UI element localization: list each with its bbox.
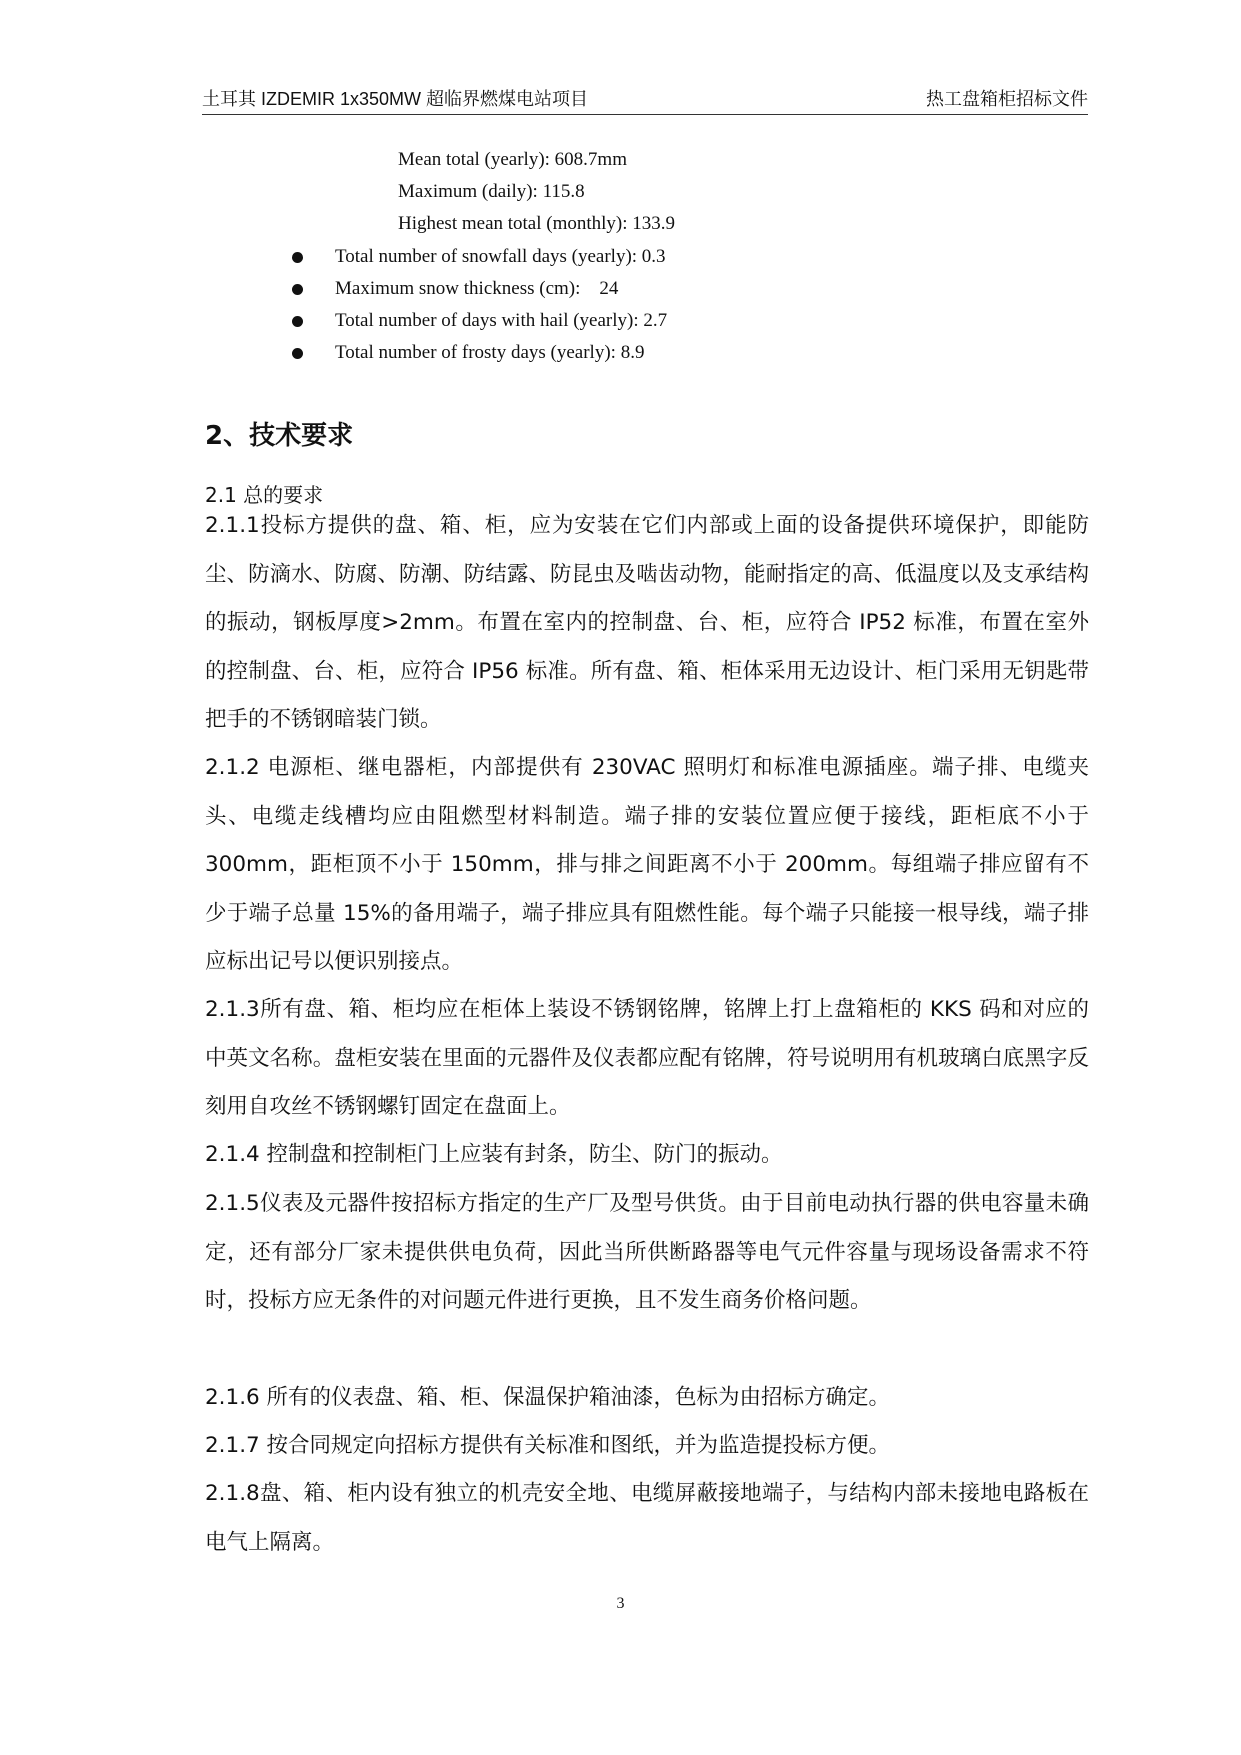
list-item-text: Total number of snowfall days (yearly): 0.3 xyxy=(335,246,666,267)
bullet-icon xyxy=(292,284,303,295)
page-header xyxy=(202,84,1088,115)
bullet-icon xyxy=(292,252,303,263)
bullet-icon xyxy=(292,348,303,359)
list-item-text: Total number of frosty days (yearly): 8.9 xyxy=(335,342,645,363)
section-heading: 2、技术要求 xyxy=(205,421,354,451)
list-item-text: Maximum snow thickness (cm): 24 xyxy=(335,278,619,299)
rainfall-mean-total: Mean total (yearly): 608.7mm xyxy=(398,149,627,170)
rainfall-maximum-daily: Maximum (daily): 115.8 xyxy=(398,181,585,202)
page-number: 3 xyxy=(616,1595,625,1612)
rainfall-highest-monthly: Highest mean total (monthly): 133.9 xyxy=(398,213,676,234)
paragraph-2-1-7: 2.1.7 按合同规定向招标方提供有关标准和图纸，并为监造提投标方便。 xyxy=(205,1433,891,1458)
paragraph-2-1-2: 2.1.2 电源柜、继电器柜，内部提供有 230VAC 照明灯和标准电源插座。端子排、电缆夹头、电缆走线槽均应由阻燃型材料制造。端子排的安装位置应便于接线，距柜底不小于 300mm，距柜顶不小于 150mm，排与排之间距离不小于 200mm。每组端子排应留有不少于端子总量 15%的备用端子，端子排应具有阻燃性能。每个端子只能接一根导线，端子排应标出记号以便识别接点。 xyxy=(205,755,1089,974)
bullet-icon xyxy=(292,316,303,327)
paragraph-2-1-1: 2.1.1投标方提供的盘、箱、柜，应为安装在它们内部或上面的设备提供环境保护，即能防尘、防滴水、防腐、防潮、防结露、防昆虫及啮齿动物，能耐指定的高、低温度以及支承结构的振动，钢板厚度>2mm。布置在室内的控制盘、台、柜，应符合 IP52 标准，布置在室外的控制盘、台、柜，应符合 IP56 标准。所有盘、箱、柜体采用无边设计、柜门采用无钥匙带把手的不锈钢暗装门锁。 xyxy=(205,513,1089,732)
paragraph-2-1-6: 2.1.6 所有的仪表盘、箱、柜、保温保护箱油漆，色标为由招标方确定。 xyxy=(205,1385,891,1410)
paragraph-2-1-5: 2.1.5仪表及元器件按招标方指定的生产厂及型号供货。由于目前电动执行器的供电容量未确定，还有部分厂家未提供供电负荷，因此当所供断路器等电气元件容量与现场设备需求不符时，投标方应无条件的对问题元件进行更换，且不发生商务价格问题。 xyxy=(205,1191,1089,1313)
paragraph-2-1-8: 2.1.8盘、箱、柜内设有独立的机壳安全地、电缆屏蔽接地端子，与结构内部未接地电路板在电气上隔离。 xyxy=(205,1481,1089,1555)
header-document-title: 热工盘箱柜招标文件 xyxy=(926,89,1088,109)
paragraph-2-1-4: 2.1.4 控制盘和控制柜门上应装有封条，防尘、防门的振动。 xyxy=(205,1142,783,1167)
paragraph-2-1-3: 2.1.3所有盘、箱、柜均应在柜体上装设不锈钢铭牌，铭牌上打上盘箱柜的 KKS 码和对应的中英文名称。盘柜安装在里面的元器件及仪表都应配有铭牌，符号说明用有机玻璃白底黑字反刻用自攻丝不锈钢螺钉固定在盘面上。 xyxy=(205,997,1089,1119)
header-project-title: 土耳其 IZDEMIR 1x350MW 超临界燃煤电站项目 xyxy=(202,89,589,109)
list-item-text: Total number of days with hail (yearly): 2.7 xyxy=(335,310,668,331)
subsection-heading: 2.1 总的要求 xyxy=(205,483,324,507)
